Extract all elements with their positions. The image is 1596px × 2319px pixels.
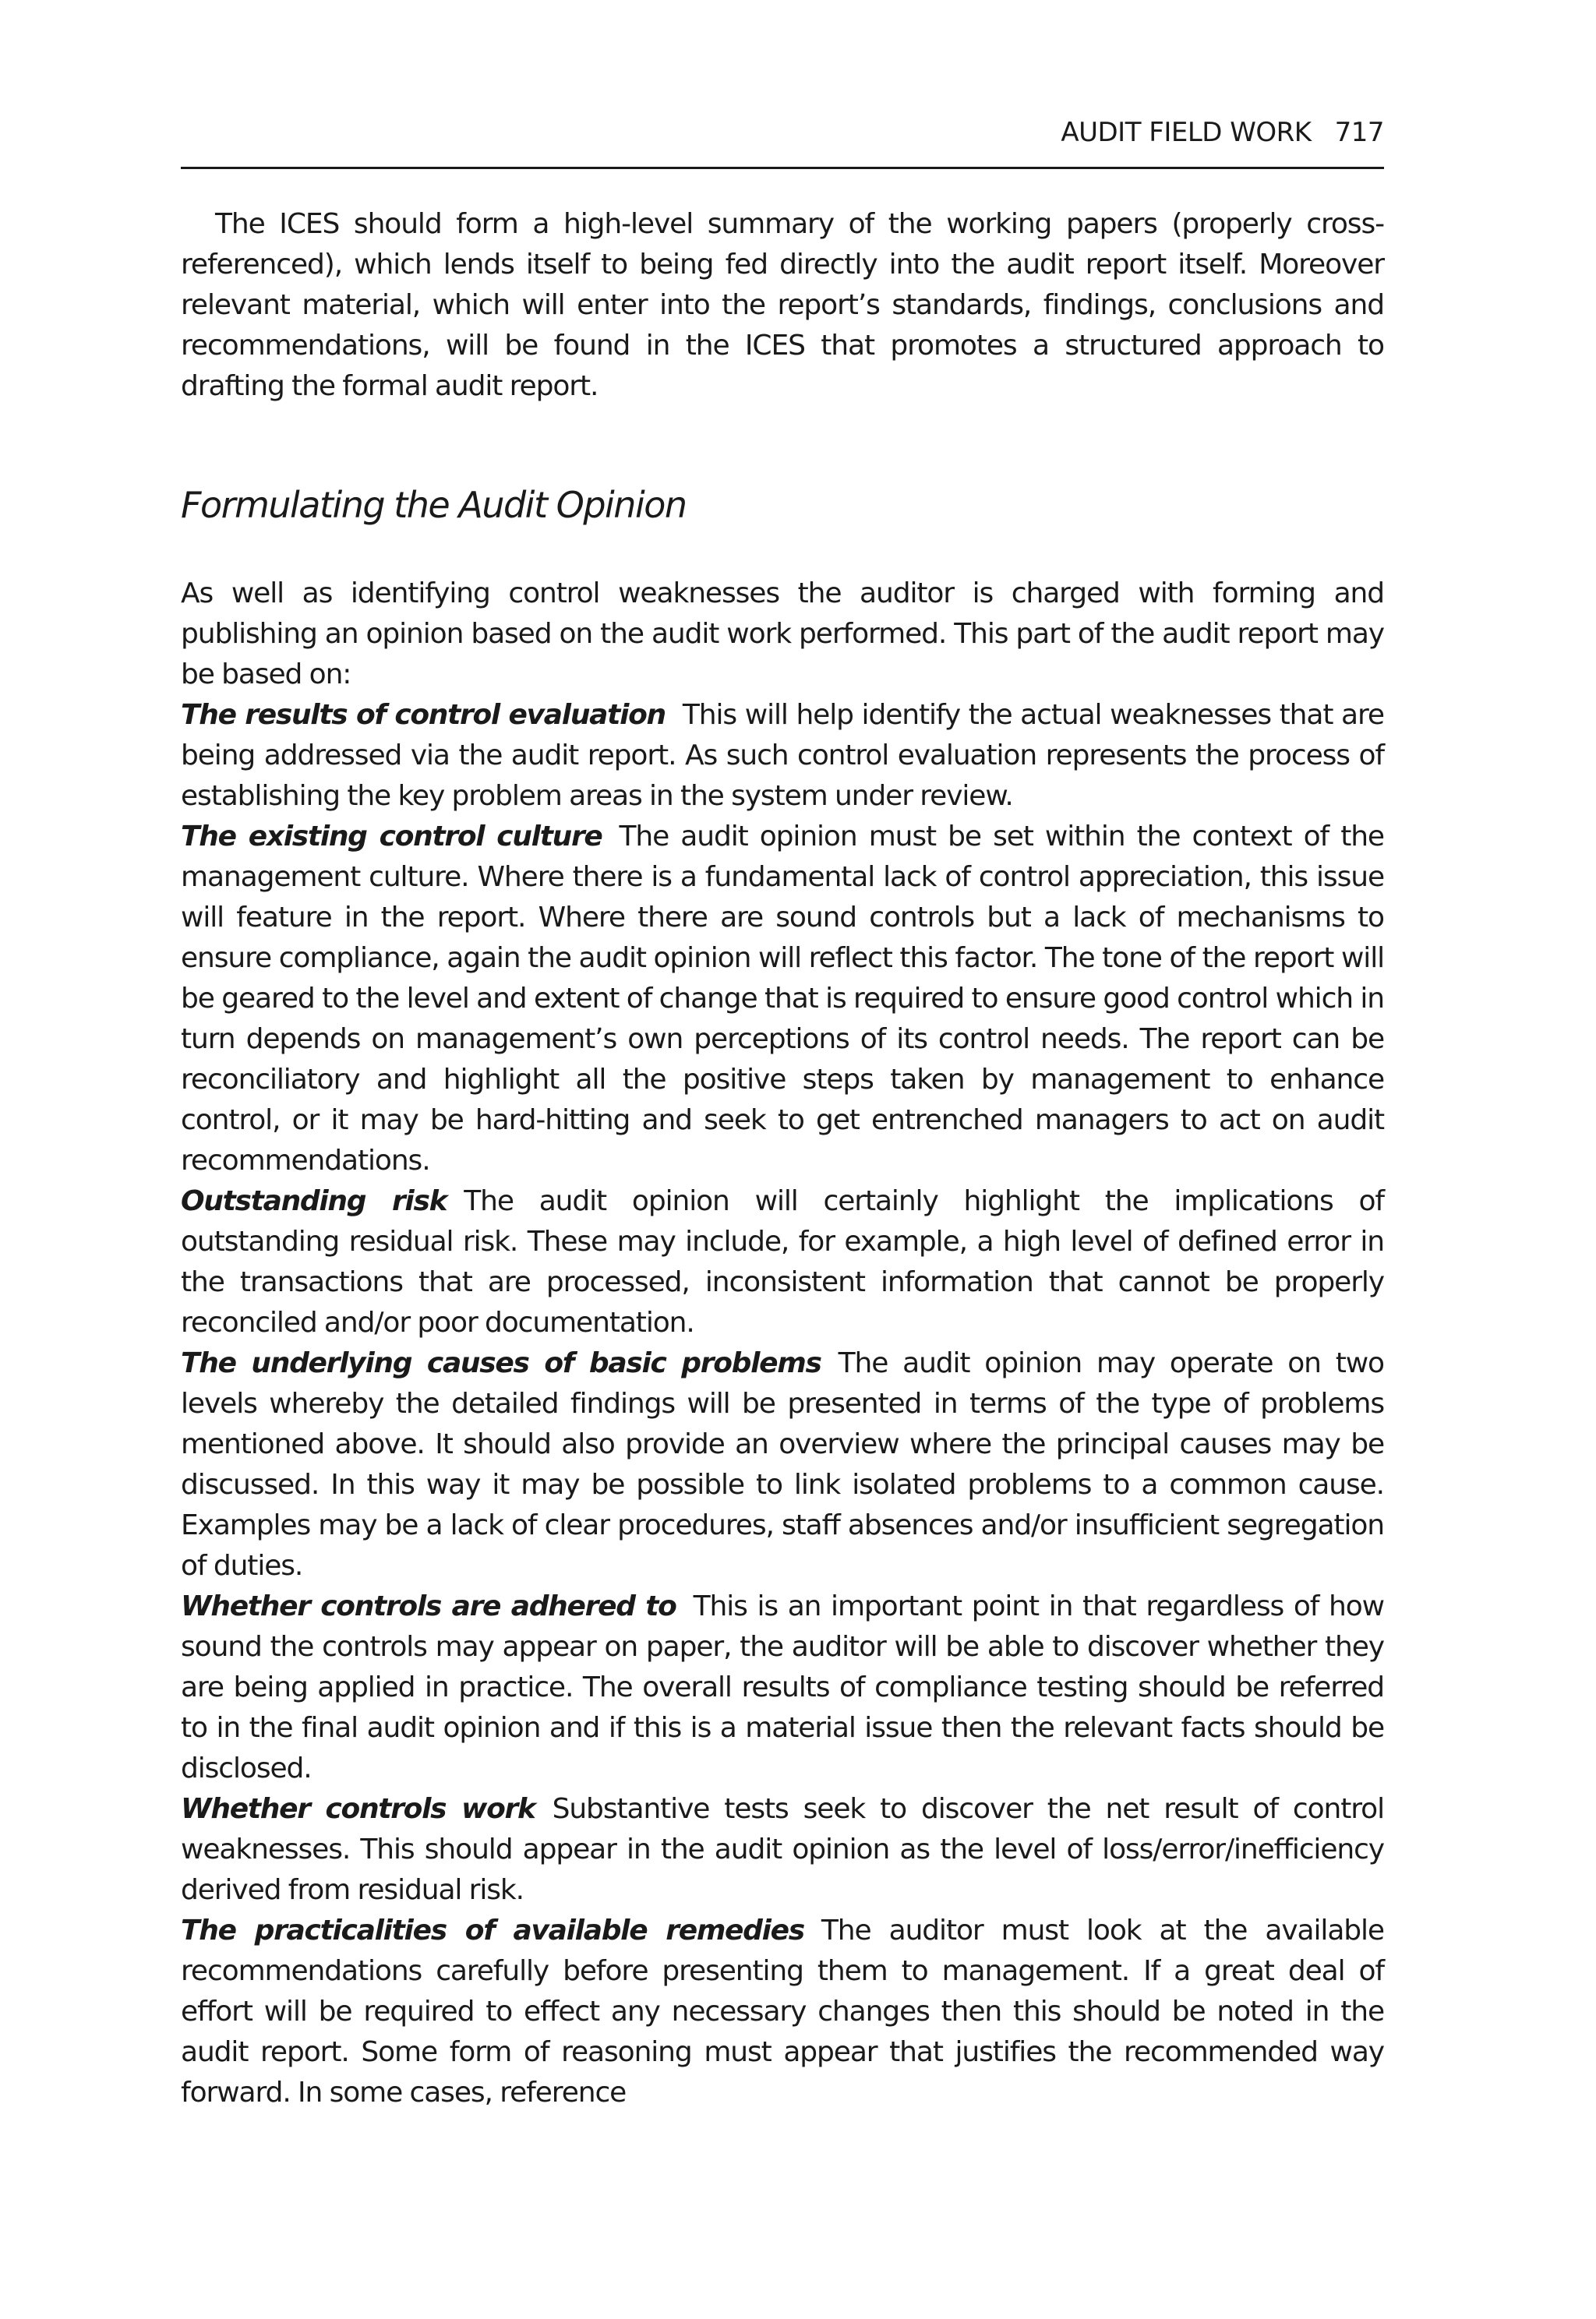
- list-item: [181, 695, 1384, 817]
- item-text: This is an important point in that regardless of how sound the controls may appear on paper, the auditor will be able to discover whether they are being applied in practice. The overall results of compliance testing should be referred to in the final audit opinion and if this is a material issue then the relevant facts should be disclosed.: [181, 1590, 1384, 1784]
- lead-paragraph: As well as identifying control weaknesses the auditor is charged with forming and publishing an opinion based on the audit work performed. This part of the audit report may be based on:: [181, 577, 1384, 690]
- item-term: The underlying causes of basic problems: [181, 1347, 821, 1379]
- item-text: The auditor must look at the available recommendations carefully before presenting them to management. If a great deal of effort will be required to effect any necessary changes then this should be noted in the audit report. Some form of reasoning must appear that justifies the recommended way forward. In some cases, reference: [181, 1915, 1384, 2109]
- item-text: The audit opinion must be set within the context of the management culture. Where there is a fundamental lack of control appreciation, this issue will feature in the report. Where there are sound controls but a lack of mechanisms to ensure compliance, again the audit opinion will reflect this factor. The tone of the report will be geared to the level and extent of change that is required to ensure good control which in turn depends on management’s own perceptions of its control needs. The report can be reconciliatory and highlight all the positive steps taken by management to enhance control, or it may be hard-hitting and seek to get entrenched managers to act on audit recommendations.: [181, 821, 1384, 1177]
- item-term: The results of control evaluation: [181, 699, 666, 731]
- list-item: [181, 817, 1384, 1181]
- list-item: [181, 1343, 1384, 1587]
- section-heading: Formulating the Audit Opinion: [181, 484, 687, 526]
- item-term: The practicalities of available remedies: [181, 1915, 804, 1947]
- list-item: [181, 1181, 1384, 1343]
- item-term: Whether controls are adhered to: [181, 1590, 676, 1622]
- intro-paragraph: The ICES should form a high-level summary of the working papers (properly cross-referenced), which lends itself to being fed directly into the audit report itself. Moreover relevant material, which will enter into the report’s standards, findings, conclusions and recommendations, will be found in the ICES that promotes a structured approach to drafting the formal audit report.: [181, 208, 1384, 402]
- page-number: 717: [1334, 117, 1384, 148]
- list-item: [181, 1911, 1384, 2113]
- item-term: Outstanding risk: [181, 1185, 447, 1217]
- item-text: Substantive tests seek to discover the net result of control weaknesses. This should appear in the audit opinion as the level of loss/error/inefficiency derived from residual risk.: [181, 1793, 1384, 1906]
- item-term: Whether controls work: [181, 1793, 535, 1825]
- running-title: AUDIT FIELD WORK: [1061, 117, 1312, 148]
- header-rule: [181, 167, 1384, 169]
- item-term: The existing control culture: [181, 821, 602, 852]
- list-item: [181, 1587, 1384, 1789]
- item-text: The audit opinion may operate on two levels whereby the detailed findings will be presented in terms of the type of problems mentioned above. It should also provide an overview where the principal causes may be discussed. In this way it may be possible to link isolated problems to a common cause. Examples may be a lack of clear procedures, staff absences and/or insufficient segregation of duties.: [181, 1347, 1384, 1582]
- item-text: The audit opinion will certainly highlight the implications of outstanding residual risk. These may include, for example, a high level of defined error in the transactions that are processed, inconsistent information that cannot be properly reconciled and/or poor documentation.: [181, 1185, 1384, 1339]
- item-text: This will help identify the actual weaknesses that are being addressed via the audit report. As such control evaluation represents the process of establishing the key problem areas in the system under review.: [181, 699, 1384, 812]
- running-header: [181, 117, 1384, 148]
- list-item: [181, 1789, 1384, 1911]
- body-text: [181, 204, 1384, 2113]
